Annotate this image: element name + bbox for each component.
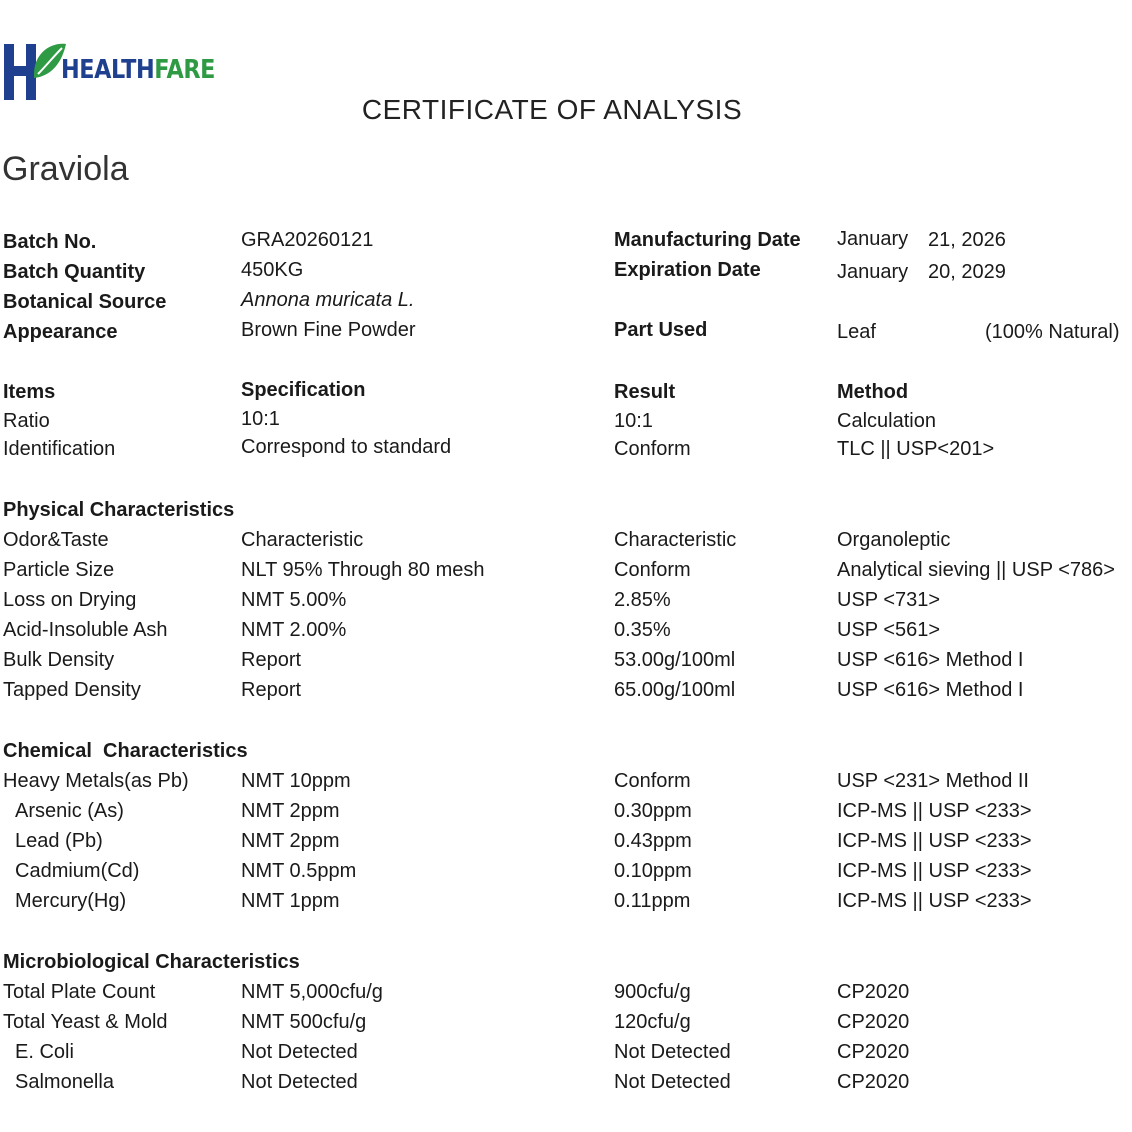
total-plate-count-item: Total Plate Count (3, 981, 156, 1003)
salmonella-spec: Not Detected (241, 1071, 358, 1093)
header-specification: Specification (241, 379, 366, 401)
acid-insoluble-ash-method: USP <561> (837, 619, 941, 641)
brand-wordmark (61, 56, 215, 84)
ratio-spec: 10:1 (241, 408, 280, 430)
appearance-label: Appearance (3, 321, 118, 343)
particle-size-result: Conform (614, 559, 691, 581)
mercury-item: Mercury(Hg) (15, 890, 127, 912)
header-result: Result (614, 381, 676, 403)
bulk-density-method: USP <616> Method I (837, 649, 1024, 671)
lead-spec: NMT 2ppm (241, 830, 340, 852)
arsenic-item: Arsenic (As) (15, 800, 124, 822)
mercury-result: 0.11ppm (614, 890, 691, 912)
salmonella-result: Not Detected (614, 1071, 731, 1093)
e-coli-item: E. Coli (15, 1041, 74, 1063)
lead-method: ICP-MS || USP <233> (837, 830, 1032, 852)
part-used-value: Leaf (837, 321, 876, 343)
part-used-label: Part Used (614, 319, 708, 341)
total-plate-count-method: CP2020 (837, 981, 910, 1003)
acid-insoluble-ash-spec: NMT 2.00% (241, 619, 347, 641)
identification-spec: Correspond to standard (241, 436, 452, 458)
batch-no-label: Batch No. (3, 231, 97, 253)
odor-taste-result: Characteristic (614, 529, 737, 551)
odor-taste-spec: Characteristic (241, 529, 364, 551)
expiration-date-label: Expiration Date (614, 259, 761, 281)
heavy-metals-result: Conform (614, 770, 691, 792)
arsenic-method: ICP-MS || USP <233> (837, 800, 1032, 822)
expiration-date-month: January (837, 261, 909, 283)
particle-size-spec: NLT 95% Through 80 mesh (241, 559, 485, 581)
chemical-heading: Chemical Characteristics (3, 740, 248, 762)
mfg-date-day-year: 21, 2026 (928, 229, 1006, 251)
identification-item: Identification (3, 438, 116, 460)
acid-insoluble-ash-item: Acid-Insoluble Ash (3, 619, 168, 641)
arsenic-result: 0.30ppm (614, 800, 692, 822)
mfg-date-label: Manufacturing Date (614, 229, 801, 251)
e-coli-spec: Not Detected (241, 1041, 358, 1063)
cadmium-result: 0.10ppm (614, 860, 692, 882)
yeast-mold-item: Total Yeast & Mold (3, 1011, 168, 1033)
bulk-density-result: 53.00g/100ml (614, 649, 736, 671)
loss-on-drying-spec: NMT 5.00% (241, 589, 347, 611)
loss-on-drying-item: Loss on Drying (3, 589, 137, 611)
salmonella-item: Salmonella (15, 1071, 114, 1093)
yeast-mold-result: 120cfu/g (614, 1011, 691, 1033)
tapped-density-item: Tapped Density (3, 679, 141, 701)
tapped-density-result: 65.00g/100ml (614, 679, 736, 701)
brand-name-health: HEALTH (61, 55, 155, 85)
heavy-metals-item: Heavy Metals(as Pb) (3, 770, 189, 792)
tapped-density-method: USP <616> Method I (837, 679, 1024, 701)
heavy-metals-spec: NMT 10ppm (241, 770, 351, 792)
appearance-value: Brown Fine Powder (241, 319, 416, 341)
physical-heading: Physical Characteristics (3, 499, 235, 521)
acid-insoluble-ash-result: 0.35% (614, 619, 671, 641)
batch-quantity-value: 450KG (241, 259, 304, 281)
microbiological-heading: Microbiological Characteristics (3, 951, 300, 973)
particle-size-method: Analytical sieving || USP <786> (837, 559, 1115, 581)
loss-on-drying-result: 2.85% (614, 589, 671, 611)
cadmium-method: ICP-MS || USP <233> (837, 860, 1032, 882)
total-plate-count-result: 900cfu/g (614, 981, 691, 1003)
cadmium-spec: NMT 0.5ppm (241, 860, 357, 882)
lead-item: Lead (Pb) (15, 830, 103, 852)
salmonella-method: CP2020 (837, 1071, 910, 1093)
document-title: CERTIFICATE OF ANALYSIS (361, 94, 743, 125)
yeast-mold-method: CP2020 (837, 1011, 910, 1033)
brand-name-fare: FARE (154, 55, 216, 85)
e-coli-method: CP2020 (837, 1041, 910, 1063)
header-items: Items (3, 381, 56, 403)
heavy-metals-method: USP <231> Method II (837, 770, 1029, 792)
mercury-method: ICP-MS || USP <233> (837, 890, 1032, 912)
particle-size-item: Particle Size (3, 559, 115, 581)
batch-no-value: GRA20260121 (241, 229, 374, 251)
botanical-source-label: Botanical Source (3, 291, 167, 313)
identification-method: TLC || USP<201> (837, 438, 995, 460)
bulk-density-spec: Report (241, 649, 302, 671)
yeast-mold-spec: NMT 500cfu/g (241, 1011, 367, 1033)
header-method: Method (837, 381, 909, 403)
identification-result: Conform (614, 438, 691, 460)
expiration-date-day-year: 20, 2029 (928, 261, 1006, 283)
ratio-method: Calculation (837, 410, 936, 432)
mercury-spec: NMT 1ppm (241, 890, 340, 912)
product-name: Graviola (2, 150, 129, 188)
tapped-density-spec: Report (241, 679, 302, 701)
cadmium-item: Cadmium(Cd) (15, 860, 140, 882)
bulk-density-item: Bulk Density (3, 649, 115, 671)
part-used-note: (100% Natural) (985, 321, 1120, 343)
lead-result: 0.43ppm (614, 830, 692, 852)
arsenic-spec: NMT 2ppm (241, 800, 340, 822)
odor-taste-method: Organoleptic (837, 529, 951, 551)
total-plate-count-spec: NMT 5,000cfu/g (241, 981, 383, 1003)
botanical-source-value: Annona muricata L. (241, 289, 415, 311)
ratio-item: Ratio (3, 410, 50, 432)
batch-quantity-label: Batch Quantity (3, 261, 146, 283)
e-coli-result: Not Detected (614, 1041, 731, 1063)
loss-on-drying-method: USP <731> (837, 589, 941, 611)
ratio-result: 10:1 (614, 410, 653, 432)
mfg-date-month: January (837, 228, 909, 250)
odor-taste-item: Odor&Taste (3, 529, 109, 551)
